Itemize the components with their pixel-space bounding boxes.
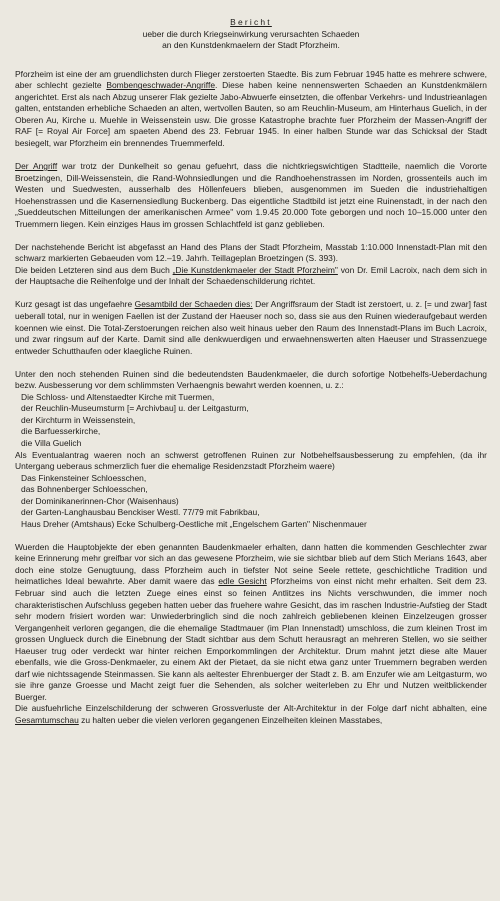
underlined-term: Der Angriff — [15, 160, 58, 171]
monument-list — [15, 392, 487, 450]
text-run: Pforzheim ist eine der am gruendlichsten durch Flieger zerstoerten Staedte. Bis zum Februar 1945 hatte es mehrere schwere, aber schlecht gezielte — [15, 68, 487, 91]
paragraph-monuments — [15, 369, 487, 531]
text-run: Die ausfuehrliche Einzelschilderung der schweren Grossverluste der Alt-Architektur in der Folge darf nicht abhalten, eine — [15, 703, 487, 714]
text-run: war trotz der Dunkelheit so genau gefuehrt, dass die nichtkriegswichtigen Stadtteile, naemlich die Vororte Broetzingen, Dill-Weissenstein, die Rand-Wohnsiedlungen und die Randhoehenstrassen im Norden, grossenteils auch im Westen und Suedwesten, ausserhalb des Höllenfeuers blieben, ausgenommen im Sueden die industriehaltigen Hoehenstrassen und die Kasernensiedlung Buckenberg. Das eigentliche Stadtbild ist jetzt eine Ruinenstadt, in der nach den „Sueddeutschen Mitteilungen der amerikanischen Armee" vom 1.9.45 20.000 Tote geborgen und noch 10–15.000 unter den Truemmern liegen. Kein einziges Haus im grossen Schlachtfeld ist ganz geblieben. — [15, 160, 487, 229]
document-title: Bericht — [230, 17, 272, 27]
ruin-list — [15, 473, 487, 531]
list-item: der Garten-Langhausbau Benckiser Westl. 77/79 mit Fabrikbau, — [21, 507, 260, 518]
document-header — [15, 17, 487, 52]
list-item: das Bohnenberger Schloesschen, — [21, 484, 148, 495]
underlined-term: Gesamtbild der Schaeden dies: — [134, 299, 253, 310]
paragraph-overall-damage — [15, 299, 487, 357]
paragraph-sources — [15, 242, 487, 288]
list-item: Das Finkensteiner Schloesschen, — [21, 472, 147, 483]
list-item: der Dominikanerinnen-Chor (Waisenhaus) — [21, 495, 179, 506]
list-item: der Reuchlin-Museumsturm [= Archivbau] u. der Leitgasturm, — [21, 403, 249, 414]
paragraph-noble-face — [15, 542, 487, 704]
paragraph-attack — [15, 161, 487, 230]
list-item: Haus Dreher (Amtshaus) Ecke Schulberg-Oestliche mit „Engelschem Garten" Nischenmauer — [21, 518, 367, 529]
text-run: Wuerden die Hauptobjekte der eben genannten Baudenkmaeler erhalten, dann hatten die kommenden Geschlechter zwar keine Erinnerung mehr greifbar vor sich an das gewesene Pforzheim, wie sie sichtbar blieb auf dem Stich Merians 1643, aber doch eine stolze Genugtuung, dass Pforzheim auch in tiefster Not seine Seele rettete, geschichtliche Tradition und heimatliches Ideal bewahrte. Aber damit waere das — [15, 541, 487, 587]
underlined-term: Bombengeschwader-Angriffe — [106, 80, 216, 91]
book-title: „Die Kunstdenkmaeler der Stadt Pforzheim" — [172, 264, 338, 275]
paragraph-air-raids — [15, 69, 487, 150]
text-run: . Diese haben keine nennenswerten Schaeden an Kunstdenkmälern angerichtet. Erst als nach Abzug unserer Flak gezielte Jabo-Abwuerfe einsetzten, die offenbar Verkehrs- und Industrieanlagen galten, entstanden erhebliche Schaeden an alten, wertvollen Bauten, so am Reuchlin-Museum, am Hinterhaus Guelich, in der Oberen Au, Kirche u. Muehle in Weissenstein usw. Die grosse Katastrophe brachte fuer Pforzheim der Massen-Angriff der RAF [= Royal Air Force] am spaeten Abend des 23. Februar 1945. In einer halben Stunde war das Schicksal der Stadt besiegelt, war Pforzheim ein brennendes Truemmerfeld. — [15, 80, 487, 148]
text-run: Pforzheims von einst nicht mehr erhalten. Seit dem 23. Februar sind auch die letzten Zuege eines einst so feinen Antlitzes ins Nichts verschwunden, die immer noch charakteristischen Aufschluss gegeben hatten ueber das fruehere wahre Gesicht, das im raschen Industrie-Aufstieg der Stadt sehr modern frisiert worden war: Unwiederbringlich sind die noch zahlreich gebliebenen kleinen Einzelzeugen grosser Vergangenheit verloren gegangen, die die ehemalige Stadtmauer (im Plan Innenstadt) umschloss, die zum kleinen Trost im grossen Unglueck durch die Einebnung der Stadt sichtbar aus dem Schutt herausragt an mehreren Stellen, wo sie seither Haeuser trug oder verdeckt war hinter reichen Emporkommlingen der Architektur. Drum mahnt jetzt diese alte Mauer ebenfalls, wie die Gross-Denkmaeler, zu einem Akt der Pietaet, da sie nicht etwa ganz unter Truemmern begraben werden darf wie nichtssagende Steinmassen. Sie kann als aeltester Ehrenbuerger der Stadt z. B. am Enzufer wie am Leitgasturm, wo sie ihre ganze Groesse und Macht zeigt fuer die Sehenden, als solcher weiterleben zu Ehr und Nutzen weitblickender Buerger. — [15, 576, 487, 702]
text-run: Der nachstehende Bericht ist abgefasst an Hand des Plans der Stadt Pforzheim, Masstab 1:10.000 Innenstadt-Plan mit den schwarz markierten Gebaeuden vom 12.–19. Jahrh. Teillageplan Broetzingen (S. 393). — [15, 241, 487, 264]
underlined-term: Gesamtumschau — [15, 715, 79, 726]
document-subtitle-line-1: ueber die durch Kriegseinwirkung verursachten Schaeden — [142, 28, 360, 39]
list-item: die Villa Guelich — [21, 437, 82, 448]
list-item: Die Schloss- und Altenstaedter Kirche mit Tuermen, — [21, 391, 215, 402]
list-item: der Kirchturm in Weissenstein, — [21, 414, 136, 425]
document-subtitle-line-2: an den Kunstdenkmaelern der Stadt Pforzheim. — [162, 40, 340, 51]
text-run: Die beiden Letzteren sind aus dem Buch — [15, 264, 173, 275]
text-run: Als Eventualantrag waeren noch an schwerst getroffenen Ruinen zur Notbehelfsausbesserung zu empfehlen, (da ihr Untergang ueberaus schmerzlich fuer die ehemalige Residenzstadt Pforzheim waere) — [15, 449, 487, 472]
text-run: von Dr. Emil Lacroix, nach dem sich in der Hauptsache die Reihenfolge und der Inhalt der Schaedenschilderung richtet. — [15, 264, 487, 287]
paragraph-overview — [15, 703, 487, 726]
text-run: Unter den noch stehenden Ruinen sind die bedeutendsten Baudenkmaeler, die durch sofortige Notbehelfs-Ueberdachung bezw. Ausbesserung vor dem schlimmsten Verhaengnis bewahrt werden koennen, u. z.: — [15, 368, 487, 391]
underlined-term: edle Gesicht — [218, 576, 267, 587]
text-run: Der Angriffsraum der Stadt ist zerstoert, u. z. [= und zwar] fast ueberall total, nur in wenigen Faellen ist der Zustand der Haeuser noch so, dass sie aus den Ruinen wiederaufgebaut werden koennen wie einst. Die Total-Zerstoerungen reichen also weit hinaus ueber den Raum des Innenstadt-Plans im Buch Lacroix, und zwar ringsum auf der Karte. Damit sind alle denkwuerdigen und erwaehnenswerten alten Haeuser und Strassenzuege entweder Schutthaufen oder klaegliche Ruinen. — [15, 299, 487, 356]
list-item: die Barfuesserkirche, — [21, 426, 101, 437]
text-run: zu halten ueber die vielen verloren gegangenen Einzelheiten kleinen Masstabes, — [78, 715, 383, 726]
text-run: Kurz gesagt ist das ungefaehre — [15, 299, 135, 310]
